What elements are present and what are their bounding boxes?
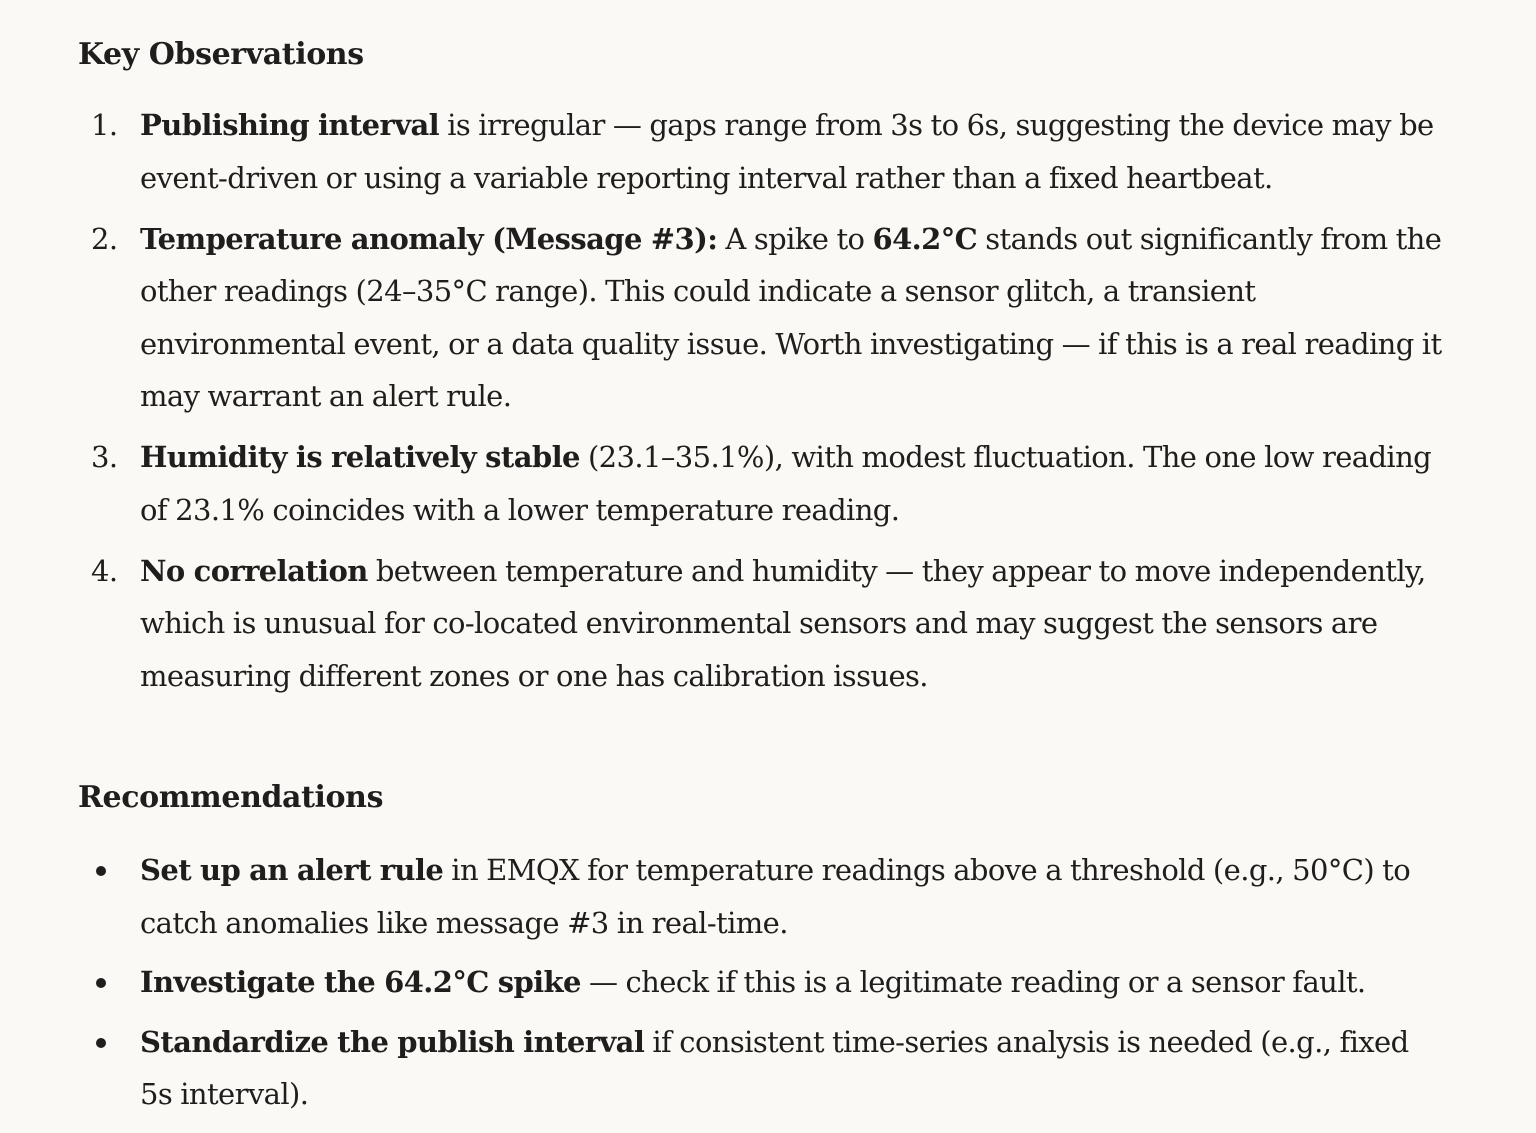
observation-text: (23.1–35.1%), with modest fluctuation. The one low reading of 23.1% coincides with a lower temperature reading. bbox=[140, 440, 1432, 527]
observation-item-temperature-anomaly bbox=[78, 213, 1448, 423]
recommendation-bold-label: Standardize the publish interval bbox=[140, 1024, 645, 1059]
recommendation-text: in EMQX for temperature readings above a threshold (e.g., 50°C) to catch anomalies like message #3 in real-time. bbox=[140, 853, 1411, 940]
observation-bold-label: Temperature anomaly (Message #3): bbox=[140, 221, 718, 256]
observation-bold-label: Publishing interval bbox=[140, 108, 440, 142]
observation-text: A spike to bbox=[717, 221, 873, 256]
recommendations-heading: Recommendations bbox=[78, 780, 384, 815]
list-number: 4. bbox=[91, 553, 118, 588]
observation-item-publishing-interval bbox=[78, 99, 1448, 204]
recommendation-bold-label: Investigate the 64.2°C spike bbox=[140, 965, 581, 999]
observation-text: stands out significantly from the other readings (24–35°C range). This could indicate a sensor glitch, a transient environmental event, or a data quality issue. Worth investigating — if this is a real reading it may warrant an alert rule. bbox=[140, 221, 1442, 413]
recommendation-item-alert-rule bbox=[78, 844, 1448, 949]
list-number: 2. bbox=[91, 221, 118, 256]
observation-item-no-correlation bbox=[78, 545, 1448, 703]
list-number: 1. bbox=[91, 108, 118, 142]
observation-item-humidity-stable bbox=[78, 431, 1448, 536]
bullet-icon bbox=[96, 866, 106, 876]
recommendation-bold-label: Set up an alert rule bbox=[140, 853, 444, 887]
bullet-icon bbox=[96, 1038, 106, 1048]
temperature-spike-value: 64.2°C bbox=[872, 221, 978, 256]
bullet-icon bbox=[96, 978, 106, 988]
recommendation-item-investigate-spike bbox=[78, 956, 1448, 1009]
key-observations-heading: Key Observations bbox=[78, 37, 364, 72]
recommendations-list bbox=[78, 844, 1448, 1121]
observation-bold-label: No correlation bbox=[140, 553, 368, 588]
list-number: 3. bbox=[91, 440, 118, 474]
observation-bold-label: Humidity is relatively stable bbox=[140, 440, 580, 474]
observations-list bbox=[78, 99, 1448, 702]
recommendation-text: — check if this is a legitimate reading or a sensor fault. bbox=[580, 965, 1366, 999]
recommendation-text: if consistent time-series analysis is needed (e.g., fixed 5s interval). bbox=[140, 1024, 1409, 1111]
observation-text: between temperature and humidity — they appear to move independently, which is unusual for co-located environmental sensors and may suggest the sensors are measuring different zones or one has calibration issues. bbox=[140, 553, 1426, 693]
recommendation-item-standardize-interval bbox=[78, 1016, 1448, 1121]
observation-text: is irregular — gaps range from 3s to 6s, suggesting the device may be event-driven or using a variable reporting interval rather than a fixed heartbeat. bbox=[140, 108, 1434, 195]
